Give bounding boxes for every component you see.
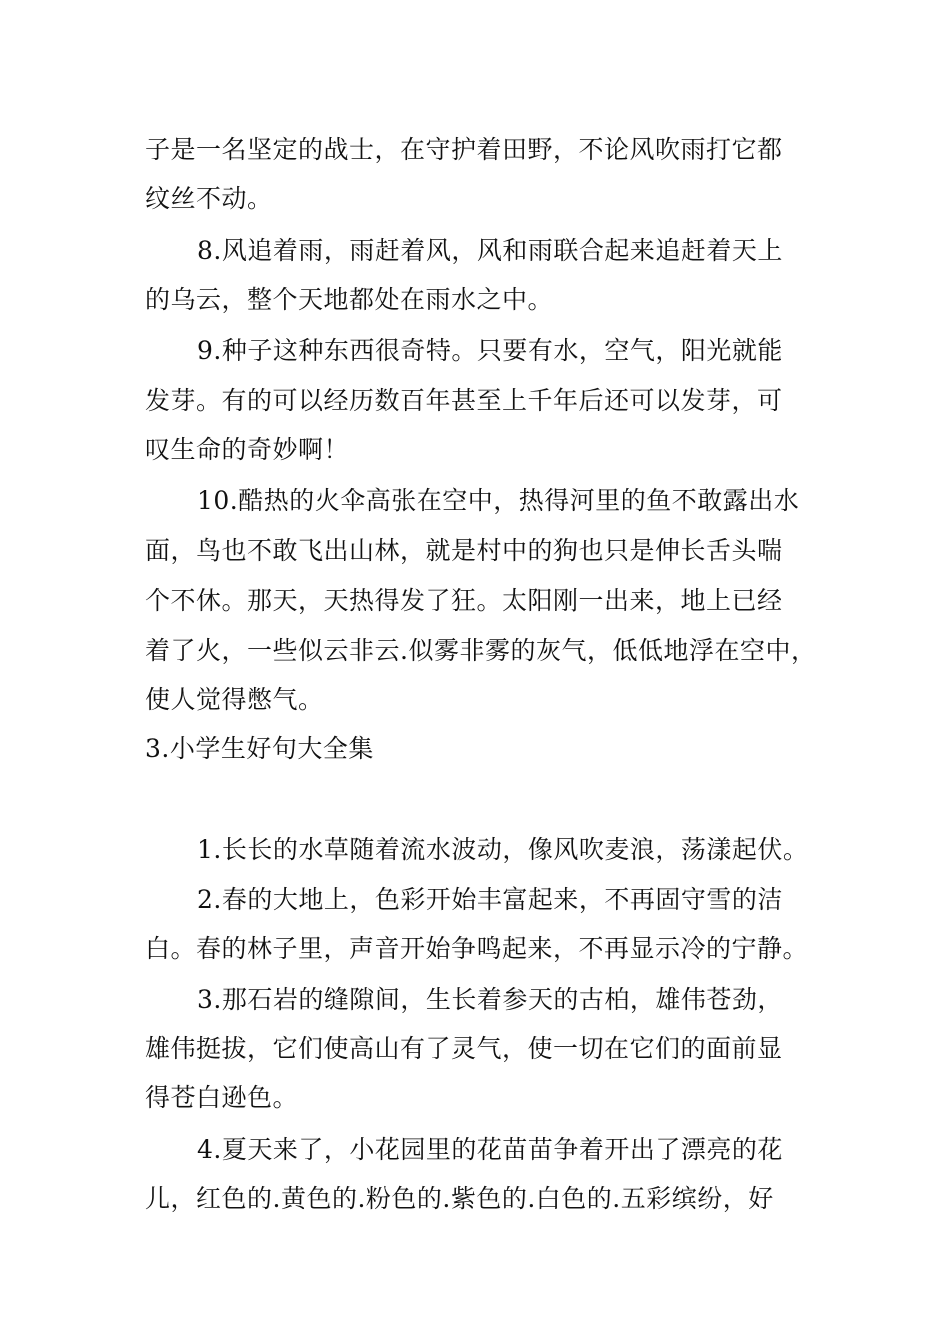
text-line: 1.长长的水草随着流水波动，像风吹麦浪，荡漾起伏。	[197, 835, 809, 864]
text-line: 9.种子这种东西很奇特。只要有水，空气，阳光就能	[197, 336, 783, 365]
text-line: 2.春的大地上，色彩开始丰富起来，不再固守雪的洁	[197, 885, 783, 914]
text-line: 叹生命的奇妙啊！	[145, 435, 350, 464]
text-line: 雄伟挺拔，它们使高山有了灵气，使一切在它们的面前显	[145, 1034, 783, 1063]
text-line: 4.夏天来了，小花园里的花苗苗争着开出了漂亮的花	[197, 1135, 783, 1164]
text-line: 个不休。那天，天热得发了狂。太阳刚一出来，地上已经	[145, 586, 783, 615]
text-line: 3.那石岩的缝隙间，生长着参天的古柏，雄伟苍劲，	[197, 985, 783, 1014]
text-line: 使人觉得憋气。	[145, 685, 324, 714]
text-line: 儿，红色的.黄色的.粉色的.紫色的.白色的.五彩缤纷，好	[145, 1184, 774, 1213]
text-line: 发芽。有的可以经历数百年甚至上千年后还可以发芽，可	[145, 386, 783, 415]
text-line: 面，鸟也不敢飞出山林，就是村中的狗也只是伸长舌头喘	[145, 536, 783, 565]
section-heading: 3.小学生好句大全集	[145, 734, 374, 763]
text-line: 子是一名坚定的战士，在守护着田野，不论风吹雨打它都	[145, 135, 783, 164]
text-line: 的乌云，整个天地都处在雨水之中。	[145, 285, 554, 314]
text-line: 得苍白逊色。	[145, 1083, 299, 1112]
text-line: 8.风追着雨，雨赶着风，风和雨联合起来追赶着天上	[197, 236, 783, 265]
text-line: 白。春的林子里，声音开始争鸣起来，不再显示冷的宁静。	[145, 934, 809, 963]
text-line: 纹丝不动。	[145, 184, 273, 213]
text-line: 10.酷热的火伞高张在空中，热得河里的鱼不敢露出水	[197, 486, 800, 515]
text-line: 着了火，一些似云非云.似雾非雾的灰气，低低地浮在空中，	[145, 636, 817, 665]
